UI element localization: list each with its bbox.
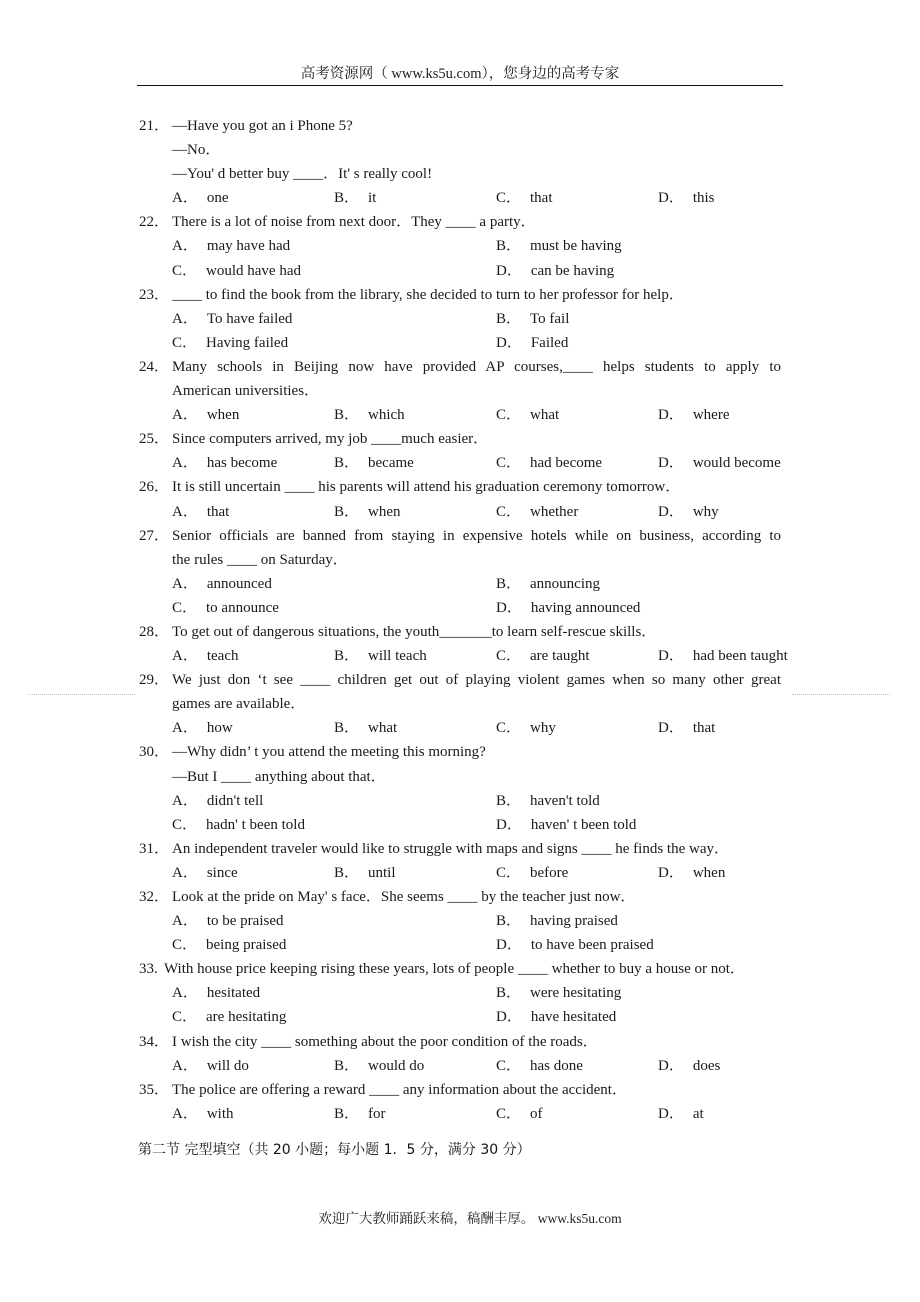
option-letter: A． bbox=[172, 190, 198, 207]
options-row bbox=[0, 789, 920, 813]
option-letter: C． bbox=[496, 503, 522, 520]
options-row bbox=[0, 500, 920, 524]
option-text: one bbox=[206, 190, 229, 207]
option-text: To fail bbox=[530, 310, 570, 327]
option-text: when bbox=[368, 503, 401, 520]
option-letter: C． bbox=[496, 864, 522, 881]
option-letter: C． bbox=[172, 334, 198, 351]
question-text: —Have you got an i Phone 5? bbox=[172, 118, 353, 134]
question-text: The police are offering a reward ____ any information about the accident． bbox=[172, 1081, 627, 1098]
question-item bbox=[0, 957, 920, 1029]
question-text: It is still uncertain ____ his parents will attend his graduation ceremony tomorrow． bbox=[172, 479, 681, 496]
question-continuation-line bbox=[0, 765, 920, 789]
answer-option bbox=[658, 1102, 704, 1126]
option-text: would have had bbox=[206, 262, 301, 279]
question-item bbox=[0, 524, 920, 620]
answer-option bbox=[496, 451, 602, 475]
option-letter: A． bbox=[172, 455, 198, 472]
option-text: hesitated bbox=[206, 985, 261, 1002]
question-continuation-line bbox=[0, 138, 920, 162]
answer-option bbox=[496, 259, 614, 283]
options-row bbox=[0, 981, 920, 1005]
answer-option bbox=[172, 1054, 249, 1078]
question-number: 28． bbox=[139, 623, 170, 640]
question-continuation-line bbox=[0, 692, 920, 716]
answer-option bbox=[496, 403, 559, 427]
option-letter: A． bbox=[172, 407, 198, 424]
answer-option bbox=[496, 307, 569, 331]
question-text: Since computers arrived, my job ____much easier． bbox=[172, 431, 489, 448]
question-item bbox=[0, 1078, 920, 1126]
answer-option bbox=[658, 451, 781, 475]
option-letter: D． bbox=[658, 1057, 684, 1074]
option-text: must be having bbox=[530, 238, 622, 255]
answer-option bbox=[496, 1102, 543, 1126]
answer-option bbox=[658, 1054, 720, 1078]
question-list bbox=[0, 114, 920, 1126]
question-text: We just don ‘t see ____ children get out of playing violent games when so many other great bbox=[172, 672, 781, 689]
options-row bbox=[0, 451, 920, 475]
option-letter: A． bbox=[172, 1057, 198, 1074]
options-row bbox=[0, 1005, 920, 1029]
question-number: 23． bbox=[139, 286, 170, 303]
answer-option bbox=[172, 234, 290, 258]
option-letter: D． bbox=[496, 937, 522, 954]
question-text: American universities． bbox=[172, 383, 320, 400]
answer-option bbox=[334, 186, 376, 210]
option-letter: B． bbox=[334, 190, 360, 207]
option-letter: B． bbox=[334, 864, 360, 881]
question-number: 22． bbox=[139, 214, 170, 231]
options-row bbox=[0, 331, 920, 355]
question-stem-line bbox=[0, 355, 920, 379]
answer-option bbox=[334, 403, 405, 427]
option-text: for bbox=[368, 1105, 386, 1122]
option-letter: B． bbox=[334, 720, 360, 737]
answer-option bbox=[496, 500, 578, 524]
question-stem-line bbox=[0, 210, 920, 234]
answer-option bbox=[172, 307, 292, 331]
answer-option bbox=[172, 186, 229, 210]
answer-option bbox=[172, 500, 229, 524]
option-text: when bbox=[206, 407, 240, 424]
option-letter: A． bbox=[172, 575, 198, 592]
option-text: haven' t been told bbox=[530, 816, 637, 833]
question-item bbox=[0, 475, 920, 523]
question-item bbox=[0, 740, 920, 836]
question-continuation-line bbox=[0, 379, 920, 403]
option-letter: D． bbox=[658, 648, 684, 665]
option-letter: B． bbox=[334, 1105, 360, 1122]
answer-option bbox=[496, 644, 590, 668]
answer-option bbox=[334, 500, 401, 524]
option-letter: D． bbox=[496, 599, 522, 616]
question-item bbox=[0, 283, 920, 355]
option-text: how bbox=[206, 720, 233, 737]
option-text: Failed bbox=[530, 334, 569, 351]
question-stem-line bbox=[0, 1030, 920, 1054]
option-text: announced bbox=[206, 575, 272, 592]
option-letter: D． bbox=[658, 1105, 684, 1122]
question-item bbox=[0, 1030, 920, 1078]
answer-option bbox=[172, 933, 286, 957]
question-text: To get out of dangerous situations, the youth_______to learn self-rescue skills． bbox=[172, 623, 657, 640]
option-text: has become bbox=[206, 455, 278, 472]
option-letter: A． bbox=[172, 985, 198, 1002]
option-letter: A． bbox=[172, 238, 198, 255]
option-text: are hesitating bbox=[206, 1009, 287, 1026]
options-row bbox=[0, 186, 920, 210]
question-number: 29． bbox=[139, 672, 170, 689]
option-text: will teach bbox=[368, 648, 427, 665]
question-stem-line bbox=[0, 885, 920, 909]
option-letter: A． bbox=[172, 1105, 198, 1122]
question-item bbox=[0, 114, 920, 210]
option-text: Having failed bbox=[206, 334, 289, 351]
option-text: would become bbox=[692, 455, 781, 472]
question-stem-line bbox=[0, 283, 920, 307]
answer-option bbox=[172, 909, 283, 933]
answer-option bbox=[334, 644, 427, 668]
options-row bbox=[0, 1054, 920, 1078]
option-text: to be praised bbox=[206, 913, 284, 930]
option-text: had become bbox=[530, 455, 603, 472]
answer-option bbox=[496, 909, 618, 933]
option-text: To have failed bbox=[206, 310, 293, 327]
question-text: Many schools in Beijing now have provided AP courses,____ helps students to apply to bbox=[172, 358, 781, 375]
option-text: would do bbox=[368, 1057, 425, 1074]
question-stem-line bbox=[0, 427, 920, 451]
option-letter: B． bbox=[334, 407, 360, 424]
answer-option bbox=[496, 186, 553, 210]
question-number: 32． bbox=[139, 889, 170, 905]
question-number: 31． bbox=[139, 840, 170, 857]
question-stem-line bbox=[0, 524, 920, 548]
answer-option bbox=[172, 572, 272, 596]
question-number: 24． bbox=[139, 358, 170, 375]
answer-option bbox=[172, 644, 238, 668]
options-row bbox=[0, 307, 920, 331]
option-letter: C． bbox=[496, 190, 522, 207]
option-text: before bbox=[530, 864, 569, 881]
option-letter: C． bbox=[496, 455, 522, 472]
question-text: There is a lot of noise from next door．They ____ a party． bbox=[172, 214, 536, 231]
option-letter: D． bbox=[658, 190, 684, 207]
question-continuation-line bbox=[0, 548, 920, 572]
option-letter: B． bbox=[496, 310, 522, 327]
answer-option bbox=[334, 861, 396, 885]
answer-option bbox=[496, 933, 654, 957]
options-row bbox=[0, 596, 920, 620]
option-text: to have been praised bbox=[530, 937, 654, 954]
option-letter: C． bbox=[172, 262, 198, 279]
answer-option bbox=[496, 331, 568, 355]
answer-option bbox=[658, 716, 715, 740]
question-stem-line bbox=[0, 1078, 920, 1102]
option-letter: D． bbox=[658, 407, 684, 424]
question-text: —Why didn’ t you attend the meeting this morning? bbox=[172, 744, 486, 761]
answer-option bbox=[496, 861, 568, 885]
option-text: that bbox=[206, 503, 230, 520]
answer-option bbox=[658, 500, 719, 524]
question-text: games are available． bbox=[172, 696, 306, 713]
question-stem-line bbox=[0, 620, 920, 644]
question-text: An independent traveler would like to struggle with maps and signs ____ he finds the way． bbox=[172, 840, 729, 857]
question-number: 21． bbox=[139, 118, 170, 134]
answer-option bbox=[334, 716, 397, 740]
option-letter: B． bbox=[496, 575, 522, 592]
question-number: 25． bbox=[139, 431, 170, 448]
question-text: Look at the pride on May' s face．She seems ____ by the teacher just now． bbox=[172, 889, 636, 905]
answer-option bbox=[658, 403, 730, 427]
option-letter: A． bbox=[172, 792, 198, 809]
answer-option bbox=[496, 981, 621, 1005]
question-item bbox=[0, 885, 920, 957]
options-row bbox=[0, 1102, 920, 1126]
question-stem-line bbox=[0, 837, 920, 861]
options-row bbox=[0, 716, 920, 740]
option-letter: B． bbox=[334, 455, 360, 472]
option-letter: D． bbox=[496, 262, 522, 279]
option-text: didn't tell bbox=[206, 792, 264, 809]
section-heading: 第二节 完型填空（共 20 小题；每小题 1．5 分，满分 30 分） bbox=[138, 1142, 531, 1158]
options-row bbox=[0, 234, 920, 258]
option-text: haven't told bbox=[530, 792, 600, 809]
option-text: had been taught bbox=[692, 648, 788, 665]
question-number: 35． bbox=[139, 1081, 170, 1098]
option-letter: C． bbox=[496, 407, 522, 424]
option-letter: C． bbox=[172, 816, 198, 833]
option-text: that bbox=[530, 190, 553, 207]
option-text: will do bbox=[206, 1057, 249, 1074]
question-item bbox=[0, 668, 920, 740]
question-number: 34． bbox=[139, 1033, 170, 1050]
question-text: ____ to find the book from the library, she decided to turn to her professor for help． bbox=[172, 286, 684, 303]
option-letter: D． bbox=[658, 455, 684, 472]
option-letter: C． bbox=[496, 648, 522, 665]
option-text: until bbox=[368, 864, 396, 881]
page-header: 高考资源网（ www.ks5u.com），您身边的高考专家 bbox=[300, 66, 620, 82]
answer-option bbox=[172, 331, 288, 355]
answer-option bbox=[496, 234, 622, 258]
answer-option bbox=[496, 572, 600, 596]
answer-option bbox=[172, 259, 301, 283]
question-continuation-line bbox=[0, 162, 920, 186]
option-text: having announced bbox=[530, 599, 641, 616]
option-text: may have had bbox=[206, 238, 291, 255]
options-row bbox=[0, 909, 920, 933]
options-row bbox=[0, 259, 920, 283]
option-letter: C． bbox=[496, 1105, 522, 1122]
option-text: announcing bbox=[530, 575, 600, 592]
option-letter: B． bbox=[334, 1057, 360, 1074]
option-letter: B． bbox=[496, 985, 522, 1002]
answer-option bbox=[496, 1054, 583, 1078]
option-text: when bbox=[692, 864, 726, 881]
option-letter: C． bbox=[496, 720, 522, 737]
answer-option bbox=[334, 451, 414, 475]
option-text: having praised bbox=[530, 913, 618, 930]
option-text: since bbox=[206, 864, 238, 881]
option-letter: B． bbox=[334, 503, 360, 520]
option-letter: D． bbox=[658, 720, 684, 737]
answer-option bbox=[172, 403, 239, 427]
answer-option bbox=[172, 861, 238, 885]
answer-option bbox=[496, 789, 600, 813]
options-row bbox=[0, 933, 920, 957]
question-stem-line bbox=[0, 740, 920, 764]
option-letter: A． bbox=[172, 720, 198, 737]
option-letter: B． bbox=[496, 913, 522, 930]
option-text: why bbox=[530, 720, 556, 737]
answer-option bbox=[496, 596, 640, 620]
question-stem-line bbox=[0, 475, 920, 499]
answer-option bbox=[172, 451, 277, 475]
option-text: can be having bbox=[530, 262, 615, 279]
option-letter: A． bbox=[172, 913, 198, 930]
question-number: 33. bbox=[139, 961, 158, 978]
option-letter: A． bbox=[172, 503, 198, 520]
option-text: does bbox=[692, 1057, 721, 1074]
answer-option bbox=[334, 1102, 386, 1126]
option-text: has done bbox=[530, 1057, 583, 1074]
option-text: what bbox=[368, 720, 398, 737]
option-text: to announce bbox=[206, 599, 279, 616]
option-letter: D． bbox=[658, 864, 684, 881]
question-text: —But I ____ anything about that． bbox=[172, 768, 386, 785]
question-text: I wish the city ____ something about the poor condition of the roads． bbox=[172, 1033, 598, 1050]
question-item bbox=[0, 837, 920, 885]
option-letter: A． bbox=[172, 310, 198, 327]
options-row bbox=[0, 813, 920, 837]
option-text: where bbox=[692, 407, 730, 424]
question-item bbox=[0, 210, 920, 282]
option-text: have hesitated bbox=[530, 1009, 617, 1026]
answer-option bbox=[172, 596, 279, 620]
answer-option bbox=[496, 716, 556, 740]
option-text: why bbox=[692, 503, 719, 520]
option-letter: D． bbox=[658, 503, 684, 520]
option-letter: C． bbox=[172, 1009, 198, 1026]
option-text: which bbox=[368, 407, 405, 424]
question-text: the rules ____ on Saturday． bbox=[172, 551, 348, 568]
answer-option bbox=[658, 861, 725, 885]
question-stem-line bbox=[0, 668, 920, 692]
answer-option bbox=[334, 1054, 424, 1078]
option-text: being praised bbox=[206, 937, 287, 954]
option-text: with bbox=[206, 1105, 234, 1122]
option-text: teach bbox=[206, 648, 239, 665]
option-text: what bbox=[530, 407, 560, 424]
page-footer: 欢迎广大教师踊跃来稿，稿酬丰厚。 www.ks5u.com bbox=[318, 1211, 622, 1226]
header-divider bbox=[137, 85, 783, 86]
question-stem-line bbox=[0, 114, 920, 138]
answer-option bbox=[496, 813, 636, 837]
option-text: were hesitating bbox=[530, 985, 622, 1002]
option-text: whether bbox=[530, 503, 579, 520]
answer-option bbox=[496, 1005, 616, 1029]
option-text: that bbox=[692, 720, 716, 737]
option-letter: A． bbox=[172, 648, 198, 665]
answer-option bbox=[172, 716, 233, 740]
question-number: 30． bbox=[139, 744, 170, 761]
answer-option bbox=[172, 1005, 286, 1029]
option-letter: C． bbox=[172, 599, 198, 616]
option-letter: B． bbox=[334, 648, 360, 665]
question-text: —You' d better buy ____．It' s really cool! bbox=[172, 166, 433, 183]
options-row bbox=[0, 861, 920, 885]
option-letter: D． bbox=[496, 334, 522, 351]
question-stem-line bbox=[0, 957, 920, 981]
option-letter: D． bbox=[496, 1009, 522, 1026]
options-row bbox=[0, 572, 920, 596]
answer-option bbox=[658, 186, 715, 210]
answer-option bbox=[172, 813, 305, 837]
option-text: at bbox=[692, 1105, 704, 1122]
option-letter: B． bbox=[496, 238, 522, 255]
option-letter: C． bbox=[172, 937, 198, 954]
answer-option bbox=[658, 644, 788, 668]
option-letter: B． bbox=[496, 792, 522, 809]
question-number: 26． bbox=[139, 479, 170, 496]
option-letter: A． bbox=[172, 864, 198, 881]
option-text: this bbox=[692, 190, 715, 207]
option-text: it bbox=[368, 190, 377, 207]
answer-option bbox=[172, 981, 260, 1005]
option-letter: C． bbox=[496, 1057, 522, 1074]
question-text: —No． bbox=[172, 142, 221, 159]
question-item bbox=[0, 355, 920, 427]
option-text: became bbox=[368, 455, 414, 472]
option-letter: D． bbox=[496, 816, 522, 833]
answer-option bbox=[172, 1102, 234, 1126]
question-item bbox=[0, 620, 920, 668]
answer-option bbox=[172, 789, 263, 813]
options-row bbox=[0, 644, 920, 668]
question-number: 27． bbox=[139, 527, 170, 544]
option-text: hadn' t been told bbox=[206, 816, 305, 833]
question-text: Senior officials are banned from staying in expensive hotels while on business, according to bbox=[172, 527, 781, 544]
question-text: With house price keeping rising these years, lots of people ____ whether to buy a house or not． bbox=[164, 961, 745, 978]
option-text: of bbox=[530, 1105, 543, 1122]
options-row bbox=[0, 403, 920, 427]
question-item bbox=[0, 427, 920, 475]
option-text: are taught bbox=[530, 648, 590, 665]
